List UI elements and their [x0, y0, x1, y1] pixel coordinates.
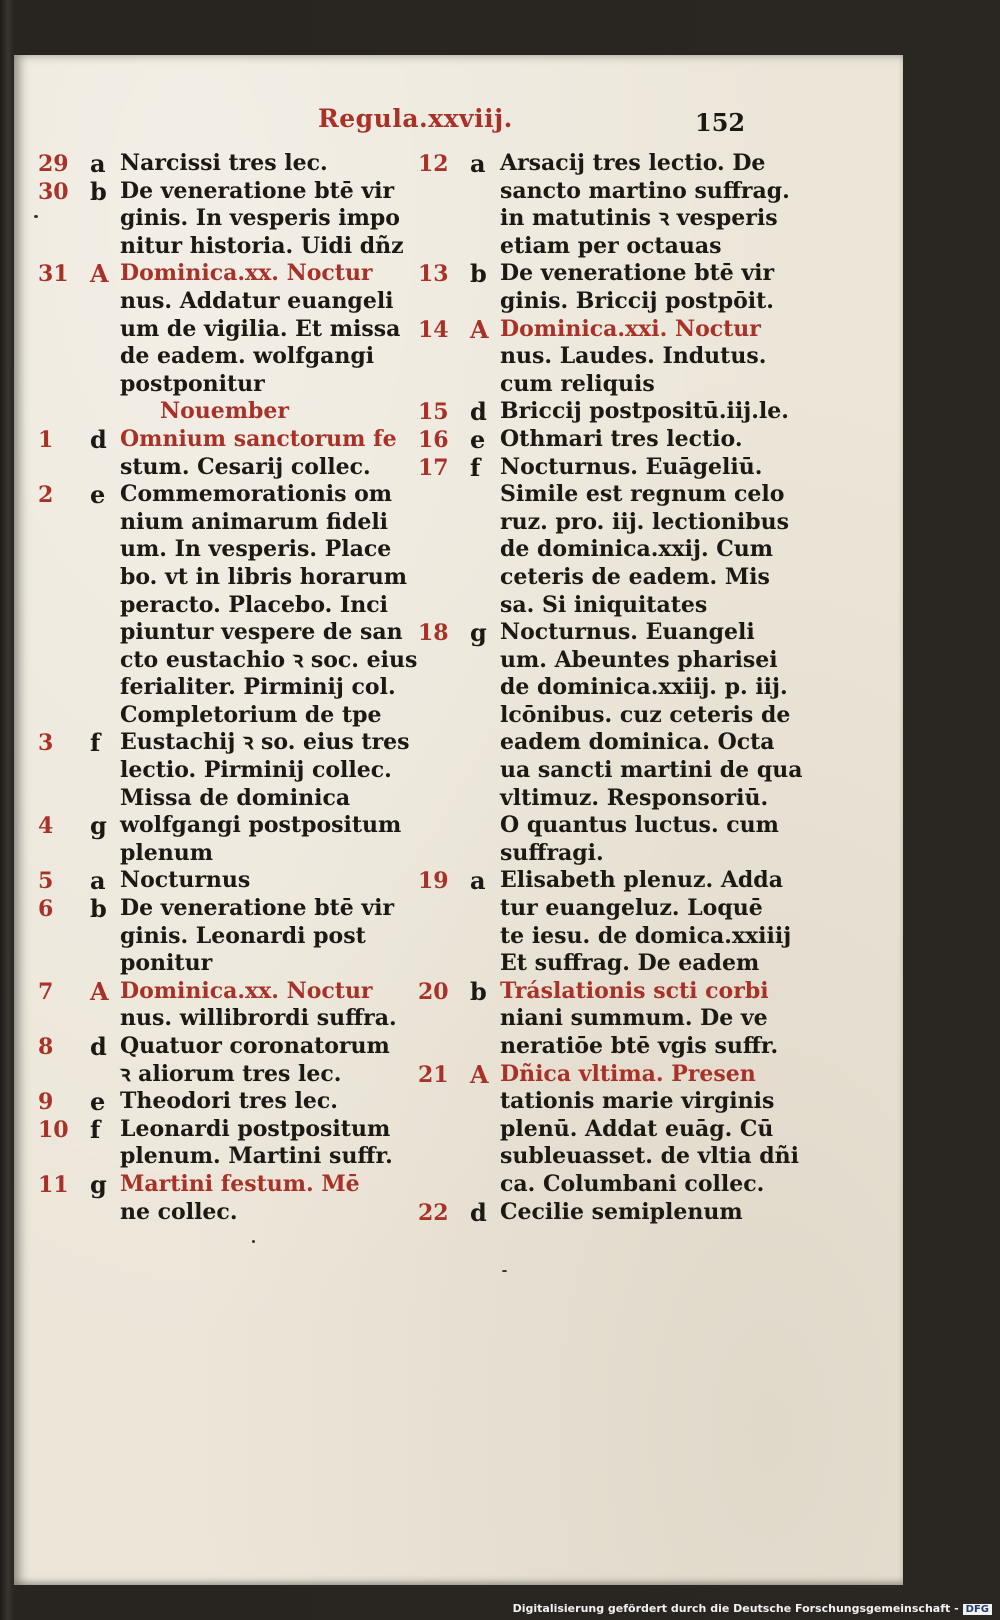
text-line: Quatuor coronatorum [120, 1033, 390, 1059]
day-number: 11 [38, 1171, 69, 1198]
text-line: nus. willibrordi suffra. [120, 1005, 397, 1032]
text-line: stum. Cesarij collec. [120, 453, 371, 480]
calendar-entry [38, 1171, 408, 1226]
text-line: de dominica.xxiij. p. iij. [500, 674, 788, 701]
text-line: Arsacij tres lectio. De [500, 150, 766, 176]
calendar-entry [418, 260, 793, 315]
calendar-entry [418, 426, 793, 454]
text-line: plenum. Martini suffr. [120, 1143, 393, 1170]
text-line: bo. vt in libris horarum [120, 563, 408, 590]
text-line: Commemorationis om [120, 481, 393, 508]
dominical-letter: e [470, 424, 486, 454]
left-column [38, 149, 418, 1226]
text-line: eadem dominica. Octa [500, 729, 775, 756]
text-line: niani summum. De ve [500, 1005, 768, 1032]
dominical-letter: d [470, 1197, 487, 1227]
entry-text [500, 426, 793, 454]
day-number: 22 [418, 1199, 449, 1226]
entry-text [120, 150, 408, 178]
folio-number: 152 [695, 108, 746, 137]
text-line: vltimuz. Responsoriū. [500, 784, 769, 811]
text-line: subleuasset. de vltia dñi [500, 1143, 799, 1170]
calendar-entry [38, 1033, 408, 1088]
text-line: nus. Addatur euangeli [120, 287, 394, 314]
day-number: 6 [38, 896, 54, 923]
calendar-entry [38, 1088, 408, 1116]
day-number: 7 [38, 978, 54, 1005]
text-line: Nocturnus [120, 867, 251, 894]
text-line: ferialiter. Pirminij col. [120, 674, 396, 701]
text-line: peracto. Placebo. Inci [120, 591, 388, 618]
text-line: Nocturnus. Euāgeliū. [500, 453, 763, 480]
entry-text [500, 316, 793, 399]
dominical-letter: b [470, 259, 487, 289]
day-number: 20 [418, 978, 449, 1005]
text-line: um. Abeuntes pharisei [500, 646, 778, 673]
calendar-entry [418, 150, 793, 260]
day-number: 12 [418, 151, 449, 177]
dominical-letter: f [90, 728, 101, 758]
calendar-entry [38, 895, 408, 978]
calendar-entry [418, 1059, 799, 1199]
text-line: etiam per octauas [500, 232, 722, 259]
text-line: Dominica.xxi. Noctur [500, 315, 761, 342]
entry-text [120, 812, 408, 867]
calendar-entry [418, 618, 803, 867]
dominical-letter: e [90, 1087, 106, 1117]
credit-text: Digitalisierung gefördert durch die Deutsche Forschungsgemeinschaft - [512, 1602, 959, 1615]
calendar-entry [418, 454, 793, 620]
text-line: wolfgangi postpositum [120, 812, 402, 839]
calendar-entry [38, 150, 408, 178]
text-line: ceteris de eadem. Mis [500, 563, 770, 590]
text-line: sancto martino suffrag. [500, 177, 790, 204]
text-line: um. In vesperis. Place [120, 536, 392, 563]
text-line: neratiōe btē vgis suffr. [500, 1033, 779, 1059]
dominical-letter: g [90, 811, 107, 841]
right-column [418, 149, 803, 1227]
entry-text [120, 978, 408, 1033]
entry-text [120, 1171, 408, 1226]
entry-text [120, 260, 408, 398]
text-line: Martini festum. Mē [120, 1170, 360, 1197]
text-line: Simile est regnum celo [500, 481, 785, 508]
entry-text [500, 619, 803, 867]
dominical-letter: d [90, 1032, 107, 1061]
entry-text [500, 1199, 793, 1227]
dominical-letter: g [470, 618, 487, 648]
text-line: Nocturnus. Euangeli [500, 619, 755, 646]
entry-text [500, 978, 793, 1061]
entry-text [500, 867, 793, 977]
entry-text [120, 398, 408, 426]
dominical-letter: f [90, 1114, 101, 1144]
entry-text [120, 481, 418, 729]
text-line: Narcissi tres lec. [120, 150, 328, 176]
dominical-letter: b [470, 976, 487, 1006]
dominical-letter: a [470, 149, 486, 178]
dfg-logo: DFG [963, 1604, 992, 1615]
day-number: 29 [38, 151, 69, 177]
text-line: ua sancti martini de qua [500, 757, 803, 784]
calendar-entry [38, 729, 408, 812]
calendar-entry [38, 178, 408, 261]
text-line: Completorium de tpe [120, 701, 382, 728]
text-line: tationis marie virginis [500, 1088, 775, 1115]
text-line: De veneratione btē vir [120, 895, 395, 922]
text-line: ginis. Briccij postpōit. [500, 287, 774, 314]
calendar-entry [418, 316, 793, 399]
text-line: ginis. In vesperis impo [120, 205, 400, 232]
text-line: de eadem. wolfgangi [120, 343, 375, 370]
text-line: ne collec. [120, 1198, 238, 1225]
dominical-letter: A [470, 314, 489, 344]
dominical-letter: A [90, 976, 109, 1006]
entry-text [120, 729, 408, 812]
entry-text [500, 454, 793, 620]
day-number: 19 [418, 868, 449, 895]
text-line: nus. Laudes. Indutus. [500, 343, 767, 370]
calendar-entry [38, 426, 408, 481]
text-line: plenum [120, 839, 214, 866]
entry-text [120, 426, 408, 481]
text-line: te iesu. de domica.xxiiij [500, 922, 792, 949]
day-number: 14 [418, 316, 449, 343]
text-line: plenū. Addat euāg. Cū [500, 1115, 774, 1142]
text-line: De veneratione btē vir [500, 260, 775, 287]
day-number: 16 [418, 426, 449, 453]
dominical-letter: g [90, 1169, 107, 1199]
entry-text [120, 867, 408, 895]
text-line: ponitur [120, 950, 213, 977]
text-line: in matutinis ꝛ vesperis [500, 205, 778, 232]
day-number: 13 [418, 261, 449, 288]
text-line: Eustachij ꝛ so. eius tres [120, 729, 410, 756]
dominical-letter: a [470, 866, 486, 896]
day-number: 17 [418, 454, 449, 481]
entry-text [500, 260, 793, 315]
text-line: tur euangeluz. Loquē [500, 895, 763, 922]
text-line: Theodori tres lec. [120, 1088, 338, 1115]
text-line: suffragi. [500, 839, 604, 866]
entry-text [500, 150, 793, 260]
text-line: Tráslationis scti corbi [500, 977, 769, 1004]
calendar-entry [38, 1116, 408, 1171]
ink-speck [252, 1240, 255, 1243]
text-line: piuntur vespere de san [120, 619, 403, 646]
day-number: 8 [38, 1034, 54, 1060]
day-number: 31 [38, 261, 69, 288]
text-line: cum reliquis [500, 370, 655, 397]
dominical-letter: e [90, 480, 106, 510]
day-number: 4 [38, 813, 54, 840]
text-line: ruz. pro. iij. lectionibus [500, 508, 790, 535]
dominical-letter: d [90, 424, 107, 454]
dominical-letter: A [470, 1059, 489, 1089]
dominical-letter: a [90, 149, 106, 178]
text-line: Missa de dominica [120, 784, 351, 811]
calendar-entry [418, 978, 793, 1061]
dominical-letter: b [90, 894, 107, 924]
month-heading: Nouember [160, 398, 290, 425]
text-line: O quantus luctus. cum [500, 812, 779, 839]
text-line: ca. Columbani collec. [500, 1170, 765, 1197]
text-line: lcōnibus. cuz ceteris de [500, 701, 791, 728]
text-line: lectio. Pirminij collec. [120, 757, 392, 784]
text-line: Dominica.xx. Noctur [120, 260, 373, 287]
day-number: 9 [38, 1089, 54, 1116]
day-number: 2 [38, 482, 54, 509]
text-line: um de vigilia. Et missa [120, 315, 401, 342]
calendar-entry [38, 978, 408, 1033]
entry-text [120, 895, 408, 978]
text-line: Dominica.xx. Noctur [120, 977, 373, 1004]
entry-text [500, 398, 793, 426]
entry-text [500, 1060, 799, 1199]
calendar-entry [418, 867, 793, 977]
dominical-letter: f [470, 452, 481, 482]
text-line: Othmari tres lectio. [500, 425, 743, 452]
text-line: Dñica vltima. Presen [500, 1060, 756, 1087]
text-line: Cecilie semiplenum [500, 1198, 743, 1225]
entry-text [120, 178, 408, 261]
text-line: Briccij postpositū.iij.le. [500, 398, 789, 425]
calendar-entry [38, 480, 418, 729]
calendar-entry [418, 398, 793, 426]
entry-text [120, 1033, 408, 1088]
entry-text [120, 1088, 408, 1116]
day-number: 21 [418, 1061, 449, 1088]
text-line: postponitur [120, 370, 265, 397]
text-line: Leonardi postpositum [120, 1115, 391, 1142]
day-number: 18 [418, 620, 449, 647]
calendar-entry [38, 398, 408, 426]
dominical-letter: d [470, 397, 487, 427]
text-line: nitur historia. Uidi dñz [120, 232, 404, 259]
day-number: 1 [38, 426, 54, 453]
running-head: Regula.xxviij. [318, 104, 513, 133]
ink-speck [502, 1270, 507, 1272]
text-line: sa. Si iniquitates [500, 591, 708, 618]
dominical-letter: b [90, 176, 107, 206]
text-line: Et suffrag. De eadem [500, 950, 760, 977]
calendar-entry [38, 867, 408, 895]
text-line: cto eustachio ꝛ soc. eius [120, 646, 418, 673]
day-number: 10 [38, 1116, 69, 1143]
text-line: De veneratione btē vir [120, 177, 395, 204]
day-number: 3 [38, 730, 54, 757]
text-line: Elisabeth plenuz. Adda [500, 867, 783, 894]
text-line: Omnium sanctorum fe [120, 425, 397, 452]
dominical-letter: a [90, 866, 106, 896]
digitization-credit [513, 1602, 992, 1615]
day-number: 30 [38, 178, 69, 205]
day-number: 15 [418, 399, 449, 426]
calendar-entry [38, 260, 408, 398]
dominical-letter: A [90, 259, 109, 289]
text-line: de dominica.xxij. Cum [500, 536, 774, 563]
text-line: ꝛ aliorum tres lec. [120, 1060, 342, 1087]
text-line: ginis. Leonardi post [120, 922, 366, 949]
text-line: nium animarum fideli [120, 508, 389, 535]
entry-text [120, 1116, 408, 1171]
calendar-entry [418, 1199, 793, 1227]
day-number: 5 [38, 868, 54, 895]
calendar-entry [38, 812, 408, 867]
